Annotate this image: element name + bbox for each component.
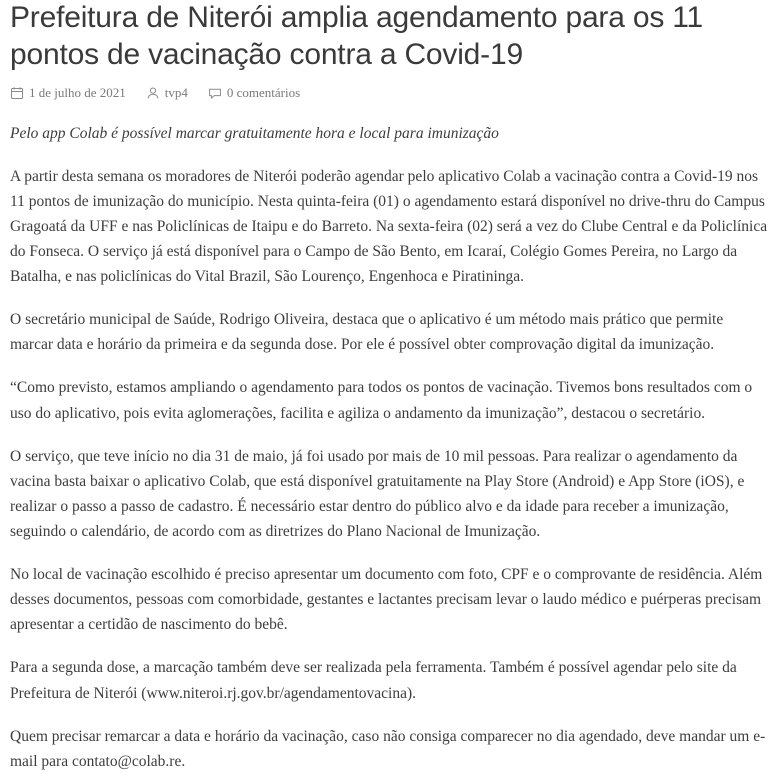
- meta-date: [10, 85, 126, 101]
- article-paragraph: O serviço, que teve início no dia 31 de maio, já foi usado por mais de 10 mil pessoas. Para realizar o agendamento da vacina basta baixar o aplicativo Colab, que está disponível gratuitamente na Play Store (Android) e App Store (iOS), e realizar o passo a passo de cadastro. É necessário estar dentro do público alvo e da idade para receber a imunização, seguindo o calendário, de acordo com as diretrizes do Plano Nacional de Imunização.: [10, 447, 745, 540]
- article-excerpt: Pelo app Colab é possível marcar gratuitamente hora e local para imunização: [10, 125, 499, 143]
- article-paragraph: “Como previsto, estamos ampliando o agendamento para todos os pontos de vacinação. Tivemos bons resultados com o uso do aplicativo, pois evita aglomerações, facilita e agiliza o andamento da imunização”, destacou o secretário.: [10, 379, 753, 422]
- meta-date-label: 1 de julho de 2021: [29, 85, 126, 101]
- article-meta: [10, 85, 770, 101]
- meta-comments: [208, 85, 300, 101]
- article-paragraph: No local de vacinação escolhido é preciso apresentar um documento com foto, CPF e o comprovante de residência. Além desses documentos, pessoas com comorbidade, gestantes e lactantes precisam levar o laudo médico e puérperas precisam apresentar a certidão de nascimento do bebê.: [10, 566, 763, 634]
- article-paragraph: O secretário municipal de Saúde, Rodrigo Oliveira, destaca que o aplicativo é um método mais prático que permite marcar data e horário da primeira e da segunda dose. Por ele é possível obter comprovação digital da imunização.: [10, 311, 724, 354]
- page-title: Prefeitura de Niterói amplia agendamento para os 11 pontos de vacinação contra a Covid-19: [10, 1, 703, 71]
- meta-author-label[interactable]: tvp4: [164, 85, 188, 101]
- user-icon: [146, 86, 160, 100]
- meta-comments-label[interactable]: 0 comentários: [226, 85, 301, 101]
- article-paragraph: Quem precisar remarcar a data e horário da vacinação, caso não consiga comparecer no dia agendado, deve mandar um e-mail para contato@colab.re.: [10, 727, 766, 770]
- comment-icon: [208, 86, 222, 100]
- meta-author: [146, 85, 188, 101]
- calendar-icon: [10, 86, 24, 100]
- article-paragraph: A partir desta semana os moradores de Niterói poderão agendar pelo aplicativo Colab a vacinação contra a Covid-19 nos 11 pontos de imunização do município. Nesta quinta-feira (01) o agendamento estará disponível no drive-thru do Campus Gragoatá da UFF e nas Policlínicas de Itaipu e do Barreto. Na sexta-feira (02) será a vez do Clube Central e da Policlínica do Fonseca. O serviço já está disponível para o Campo de São Bento, em Icaraí, Colégio Gomes Pereira, no Largo da Batalha, e nas policlínicas do Vital Brazil, São Lourenço, Engenhoca e Piratininga.: [10, 167, 768, 286]
- article-paragraph: Para a segunda dose, a marcação também deve ser realizada pela ferramenta. Também é possível agendar pelo site da Prefeitura de Niterói (www.niteroi.rj.gov.br/agendamentovacina).: [10, 659, 737, 702]
